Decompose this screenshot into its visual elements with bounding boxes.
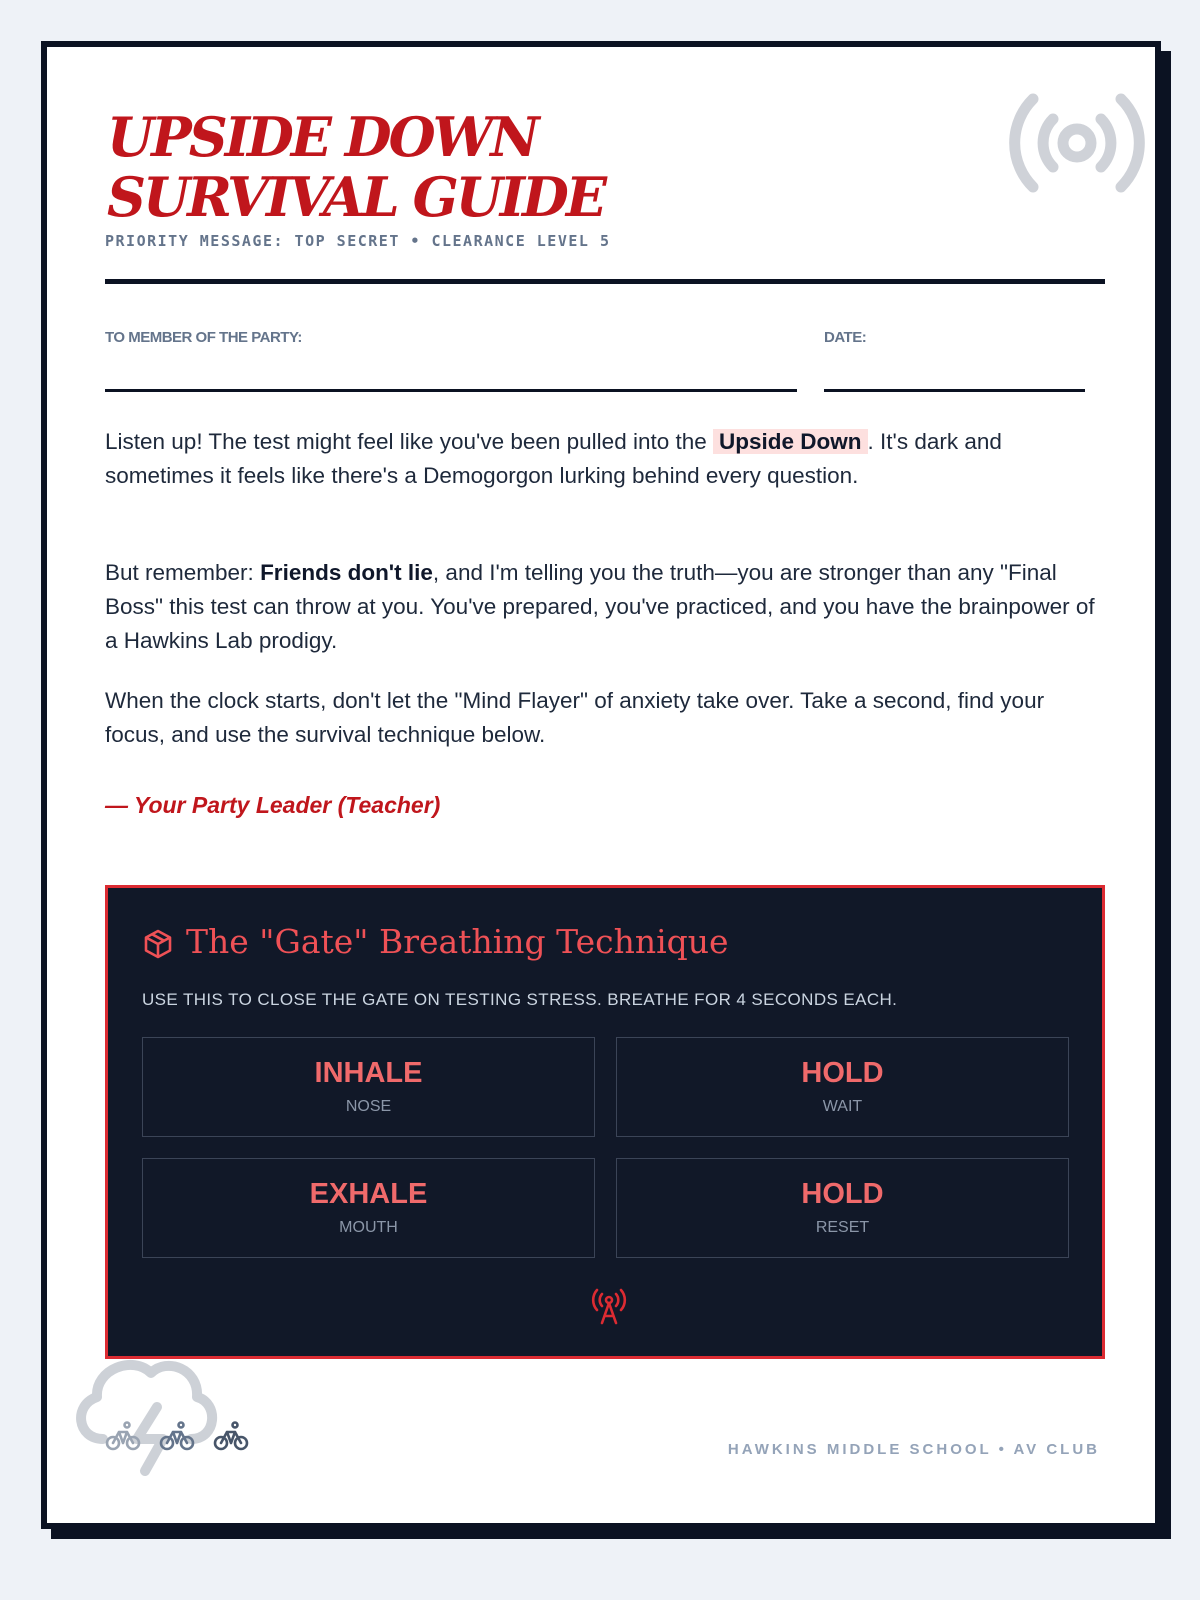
technique-subtitle: USE THIS TO CLOSE THE GATE ON TESTING STRESS. BREATHE FOR 4 SECONDS EACH. (142, 990, 898, 1009)
step-name: INHALE (314, 1057, 423, 1089)
letter-paragraph-1 (105, 425, 1105, 493)
date-field-line[interactable] (824, 389, 1085, 392)
bike-icon (159, 1419, 195, 1453)
survival-guide-sheet (41, 41, 1161, 1529)
p2-text-a: But remember: (105, 560, 261, 585)
bike-row (105, 1419, 249, 1453)
technique-title: The "Gate" Breathing Technique (186, 922, 729, 961)
p1-text-a: Listen up! The test might feel like you've been pulled into the (105, 429, 714, 454)
friends-dont-lie-bold: Friends don't lie (260, 560, 433, 585)
cloud-lightning-icon (63, 1347, 223, 1487)
step-hold-wait (616, 1037, 1069, 1137)
bike-icon (213, 1419, 249, 1453)
title-line-1: UPSIDE DOWN (107, 105, 537, 169)
step-inhale (142, 1037, 595, 1137)
bike-icon (105, 1419, 141, 1453)
step-note: RESET (815, 1219, 870, 1236)
step-name: HOLD (801, 1057, 884, 1089)
radio-signal-icon (987, 75, 1147, 215)
p1-text-b: . It's dark and sometimes it feels like there's a Demogorgon lurking behind every question. (105, 429, 1002, 488)
breathing-technique-box (105, 885, 1105, 1359)
letter-paragraph-3: When the clock starts, don't let the "Mind Flayer" of anxiety take over. Take a second, find your focus, and use the survival technique below. (105, 688, 1045, 747)
footer-school: HAWKINS MIDDLE SCHOOL • AV CLUB (727, 1441, 1100, 1458)
to-field-line[interactable] (105, 389, 797, 392)
step-note: MOUTH (339, 1219, 398, 1236)
priority-subtitle: PRIORITY MESSAGE: TOP SECRET • CLEARANCE LEVEL 5 (105, 232, 611, 250)
p2-text-b: , and I'm telling you the truth—you are stronger than any "Final Boss" this test can throw at you. You've prepared, you've practiced, and you have the brainpower of a Hawkins Lab prodigy. (105, 560, 1095, 653)
step-name: HOLD (801, 1178, 884, 1210)
letter-paragraph-2 (105, 556, 1105, 658)
title-line-2: SURVIVAL GUIDE (107, 165, 605, 229)
cube-icon (142, 928, 174, 960)
step-note: NOSE (345, 1098, 392, 1115)
step-hold-reset (616, 1158, 1069, 1258)
step-exhale (142, 1158, 595, 1258)
upside-down-highlight: Upside Down (713, 429, 868, 454)
header-divider (105, 279, 1105, 284)
step-note: WAIT (822, 1098, 863, 1115)
step-name: EXHALE (309, 1178, 428, 1210)
page-title (107, 107, 604, 227)
signature: — Your Party Leader (Teacher) (105, 792, 441, 818)
antenna-icon (589, 1286, 629, 1326)
date-field-label: DATE: (824, 329, 867, 346)
to-field-label: TO MEMBER OF THE PARTY: (105, 329, 302, 346)
